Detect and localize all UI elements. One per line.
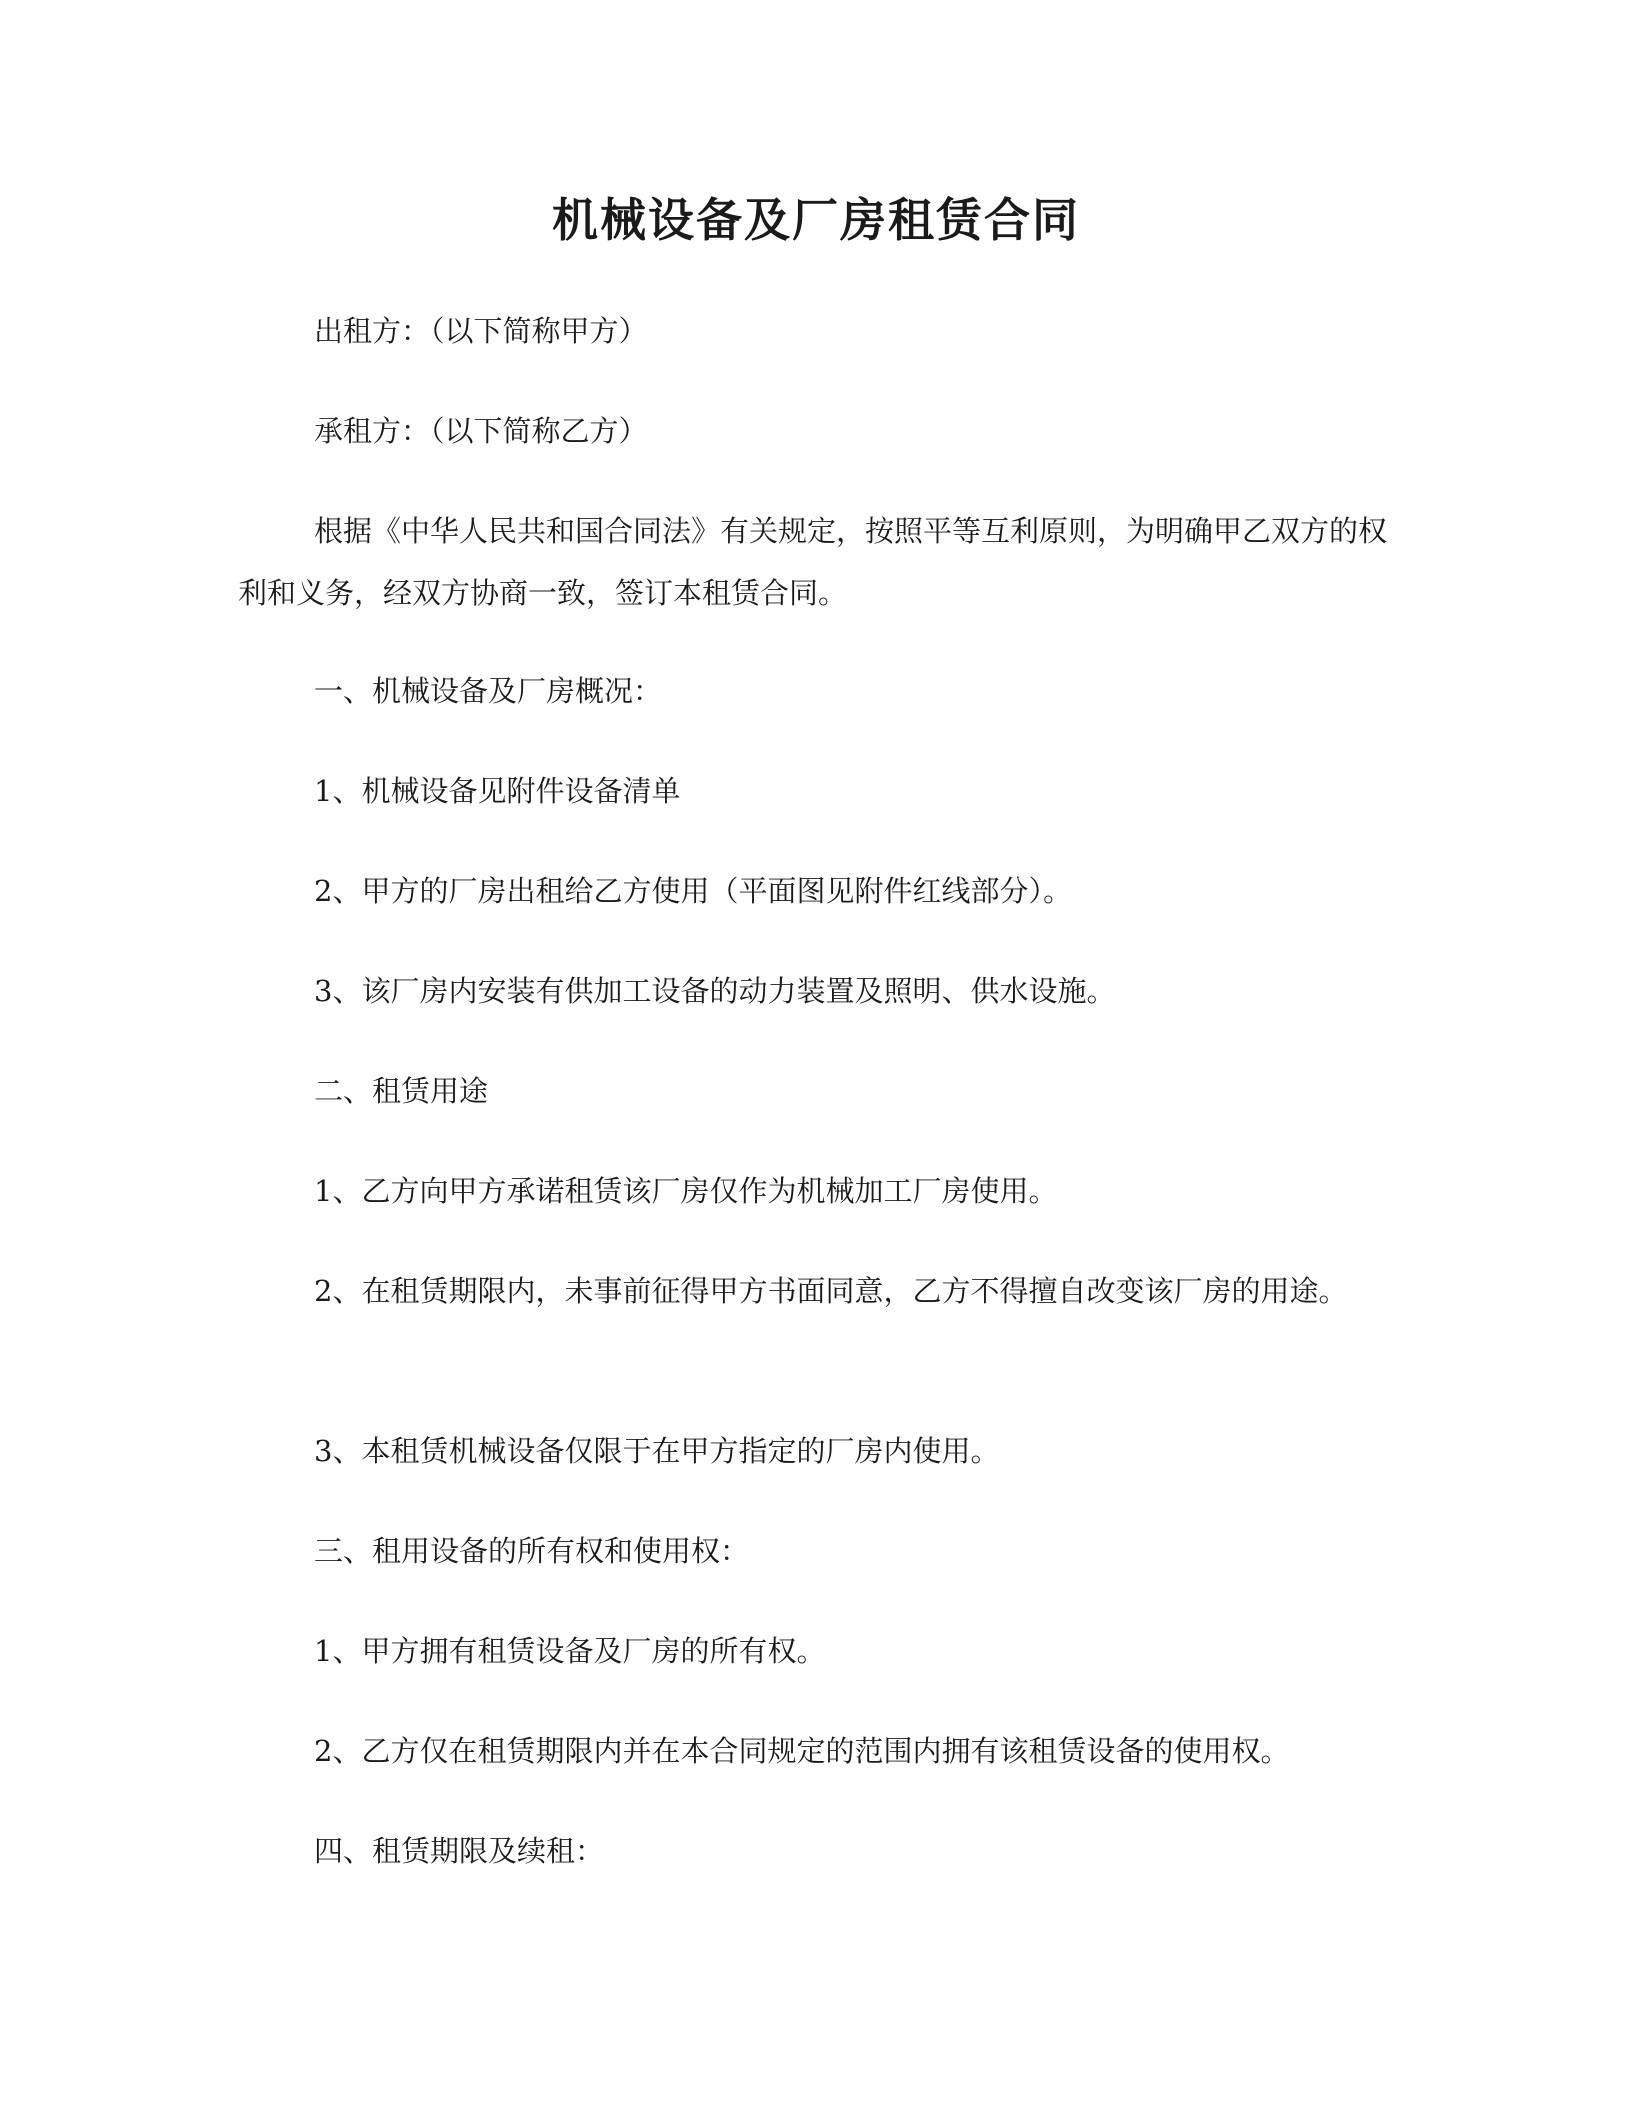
clause-1-1: 1、机械设备见附件设备清单 [314,774,681,808]
clause-1-2: 2、甲方的厂房出租给乙方使用（平面图见附件红线部分）。 [314,874,1072,908]
clause-2-1: 1、乙方向甲方承诺租赁该厂房仅作为机械加工厂房使用。 [314,1174,1058,1208]
clause-2-2: 2、在租赁期限内，未事前征得甲方书面同意，乙方不得擅自改变该厂房的用途。 [314,1274,1348,1308]
section-heading-4: 四、租赁期限及续租： [314,1834,605,1868]
clause-3-2: 2、乙方仅在租赁期限内并在本合同规定的范围内拥有该租赁设备的使用权。 [314,1734,1290,1768]
section-heading-3: 三、租用设备的所有权和使用权： [314,1534,750,1568]
document-title: 机械设备及厂房租赁合同 [552,193,1080,247]
section-heading-2: 二、租赁用途 [314,1074,489,1108]
clause-1-3: 3、该厂房内安装有供加工设备的动力装置及照明、供水设施。 [314,974,1116,1008]
clause-3-1: 1、甲方拥有租赁设备及厂房的所有权。 [314,1634,826,1668]
lessee-line: 承租方：（以下简称乙方） [314,414,648,448]
section-heading-1: 一、机械设备及厂房概况： [314,674,663,708]
preamble-paragraph: 根据《中华人民共和国合同法》有关规定，按照平等互利原则，为明确甲乙双方的权利和义务，经双方协商一致，签订本租赁合同。 [238,514,1388,610]
lessor-line: 出租方：（以下简称甲方） [314,314,648,348]
clause-2-3: 3、本租赁机械设备仅限于在甲方指定的厂房内使用。 [314,1434,1000,1468]
